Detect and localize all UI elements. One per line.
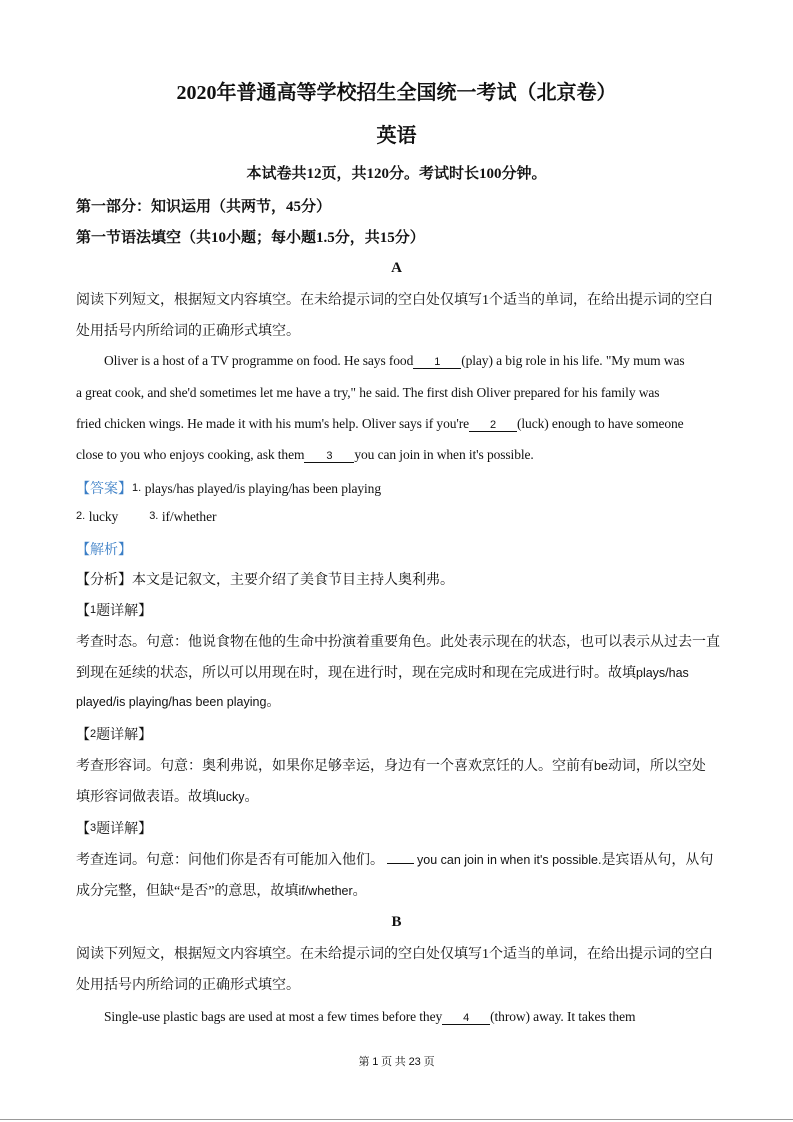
q1-answer: plays/has	[636, 666, 689, 680]
passage-b-text: (throw) away. It takes them	[490, 1009, 636, 1024]
answer-line-2	[76, 509, 721, 526]
q1-line-2	[76, 662, 721, 682]
q2-text: 。	[244, 790, 259, 805]
question-number: 2	[90, 728, 97, 740]
q1-line-3	[76, 691, 721, 711]
bracket: 【	[76, 604, 90, 619]
passage-b-instruction-1: 阅读下列短文，根据短文内容填空。在未给提示词的空白处仅填写1个适当的单词，在给出提示词的空白	[76, 947, 713, 962]
page-number: 1	[372, 1056, 379, 1068]
blank-1: 1	[413, 356, 461, 369]
q1-heading	[76, 600, 721, 620]
footer-text: 第	[358, 1056, 370, 1068]
q1-line-1: 考查时态。句意：他说食物在他的生命中扮演着重要角色。此处表示现在的状态，也可以表示从过去一直	[76, 635, 720, 650]
q1-answer: played/is playing/has been playing	[76, 695, 267, 709]
q3-quote: you can join in when it's possible.	[417, 853, 602, 867]
q3-line-1	[76, 849, 721, 869]
blank-4: 4	[442, 1012, 490, 1025]
section1-title: 第一节语法填空（共10小题；每小题1.5分，共15分）	[76, 230, 425, 246]
q2-line-1	[76, 755, 721, 775]
answer-line-1	[76, 478, 721, 498]
passage-a-text: fried chicken wings. He made it with his mum's help. Oliver says if you're	[76, 416, 470, 431]
passage-a-line-2: a great cook, and she'd sometimes let me have a try," he said. The first dish Oliver prepared for his family was	[76, 385, 660, 400]
bracket: 【	[76, 822, 90, 837]
q2-answer: lucky	[216, 790, 245, 804]
blank-2: 2	[469, 419, 517, 432]
analysis-tag: 【解析】	[76, 543, 132, 558]
answer-text: if/whether	[161, 509, 217, 524]
passage-a-line-3	[76, 416, 721, 432]
bracket: 【	[76, 728, 90, 743]
analysis-overview: 【分析】本文是记叙文，主要介绍了美食节目主持人奥利弗。	[76, 573, 454, 588]
passage-b-instruction-2: 处用括号内所给词的正确形式填空。	[76, 978, 300, 993]
passage-a-text: close to you who enjoys cooking, ask them	[76, 447, 305, 462]
page-footer	[0, 1053, 793, 1069]
q2-heading	[76, 724, 721, 744]
passage-a-line-4	[76, 447, 721, 463]
blank-3: 3	[304, 450, 354, 463]
passage-a-line-1	[104, 353, 749, 369]
q1-text: 到现在延续的状态，所以可以用现在时，现在进行时，现在完成时和现在完成进行时。故填	[76, 666, 636, 681]
heading-text: 题详解】	[96, 728, 153, 743]
passage-a-text: (play) a big role in his life. "My mum was	[461, 353, 685, 368]
q3-answer: if/whether	[298, 884, 353, 898]
passage-a-instruction-2: 处用括号内所给词的正确形式填空。	[76, 324, 300, 339]
q3-text: 。	[352, 884, 367, 899]
answer-number: 2.	[76, 510, 86, 522]
passage-a-instruction-1: 阅读下列短文，根据短文内容填空。在未给提示词的空白处仅填写1个适当的单词，在给出提示词的空白	[76, 293, 713, 308]
exam-info: 本试卷共12页，共120分。考试时长100分钟。	[246, 166, 547, 182]
passage-a-text: you can join in when it's possible.	[354, 447, 534, 462]
footer-text: 页 共	[381, 1056, 406, 1068]
q1-text: 。	[266, 695, 281, 710]
q3-heading	[76, 818, 721, 838]
question-number: 3	[90, 822, 97, 834]
answer-text: plays/has played/is playing/has been playing	[144, 481, 381, 496]
q2-text: 动词，所以空处	[607, 759, 706, 774]
passage-a-label: A	[391, 260, 402, 276]
heading-text: 题详解】	[96, 604, 153, 619]
subject-title: 英语	[376, 125, 417, 147]
q2-keyword: be	[594, 759, 608, 773]
passage-b-line-1	[104, 1009, 749, 1025]
answer-text: lucky	[88, 509, 119, 524]
passage-b-label: B	[391, 914, 402, 930]
answer-tag: 【答案】	[76, 482, 132, 497]
question-number: 1	[90, 604, 97, 616]
q3-text: 成分完整，但缺“是否”的意思，故填	[76, 884, 299, 899]
part1-title: 第一部分：知识运用（共两节，45分）	[76, 199, 332, 215]
q2-text: 考查形容词。句意：奥利弗说，如果你足够幸运，身边有一个喜欢烹饪的人。空前有	[76, 759, 594, 774]
passage-b-text: Single-use plastic bags are used at most a few times before they	[104, 1009, 443, 1024]
q2-line-2	[76, 786, 721, 806]
bottom-divider	[0, 1119, 793, 1120]
q3-text: 考查连词。句意：问他们你是否有可能加入他们。	[76, 853, 384, 868]
exam-title: 2020年普通高等学校招生全国统一考试（北京卷）	[176, 82, 617, 104]
answer-number: 3.	[149, 510, 159, 522]
answer-number: 1.	[132, 482, 142, 494]
q3-text: 是宾语从句，从句	[601, 853, 714, 868]
q3-line-2	[76, 880, 721, 900]
heading-text: 题详解】	[96, 822, 153, 837]
q2-text: 填形容词做表语。故填	[76, 790, 216, 805]
passage-a-text: Oliver is a host of a TV programme on food. He says food	[104, 353, 414, 368]
page-total: 23	[408, 1056, 421, 1068]
footer-text: 页	[423, 1056, 435, 1068]
passage-a-text: (luck) enough to have someone	[517, 416, 684, 431]
